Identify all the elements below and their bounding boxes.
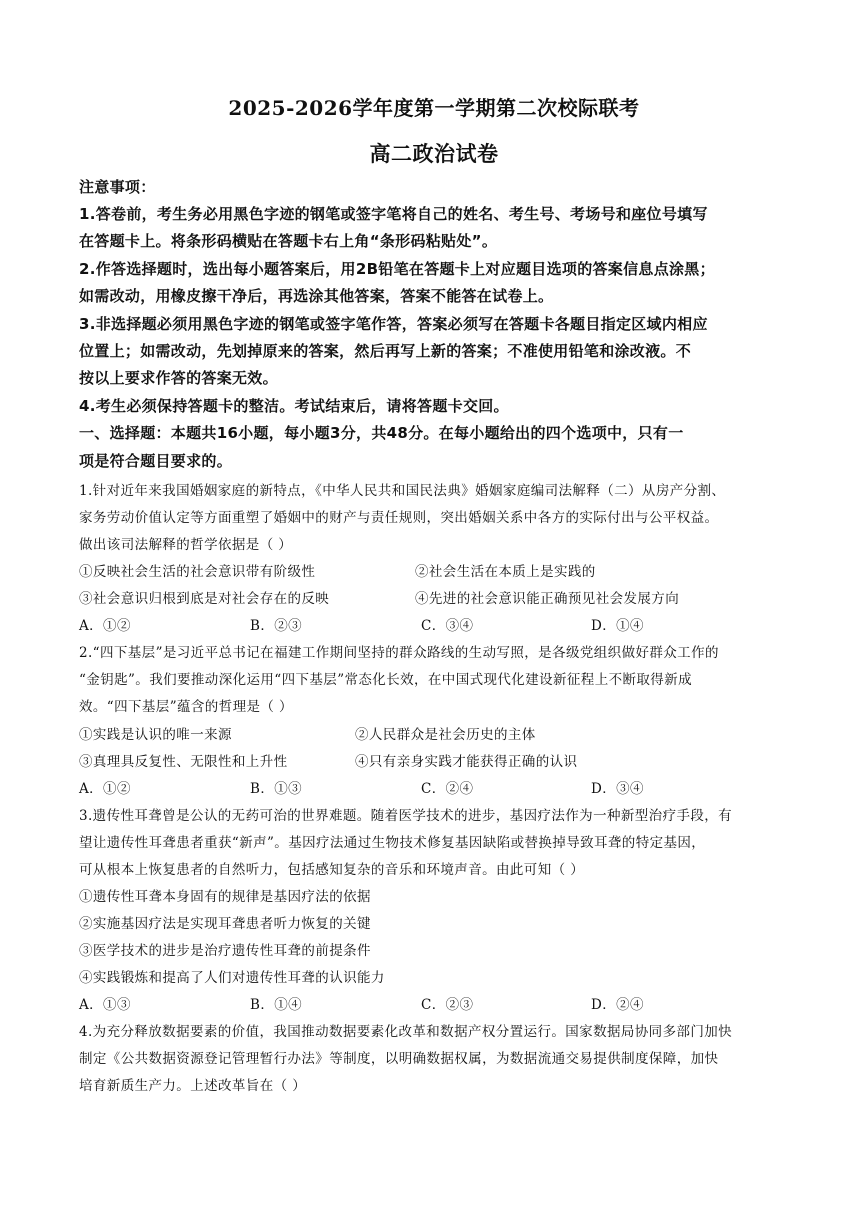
question-4-stem: 培育新质生产力。上述改革旨在（ ） <box>79 1078 307 1094</box>
question-3-choice-b: B．①④ <box>250 997 303 1013</box>
question-1-statement: ④先进的社会意识能正确预见社会发展方向 <box>415 591 680 607</box>
question-1-stem: 1.针对近年来我国婚姻家庭的新特点，《中华人民共和国民法典》婚姻家庭编司法解释（二）从房产分割、 <box>79 483 726 499</box>
question-4-stem: 制定《公共数据资源登记管理暂行办法》等制度，以明确数据权属，为数据流通交易提供制度保障，加快 <box>79 1051 719 1067</box>
notice-line: 2.作答选择题时，选出每小题答案后，用2B铅笔在答题卡上对应题目选项的答案信息点涂黑； <box>79 260 715 278</box>
exam-subtitle: 高二政治试卷 <box>369 141 499 166</box>
question-3-statement: ④实践锻炼和提高了人们对遗传性耳聋的认识能力 <box>79 970 385 986</box>
question-1-statement: ②社会生活在本质上是实践的 <box>415 564 596 580</box>
exam-title: 2025-2026学年度第一学期第二次校际联考 <box>228 96 640 120</box>
question-3-choice-c: C．②③ <box>421 997 474 1013</box>
notice-line: 如需改动，用橡皮擦干净后，再选涂其他答案，答案不能答在试卷上。 <box>79 287 554 305</box>
question-3-statement: ③医学技术的进步是治疗遗传性耳聋的前提条件 <box>79 943 371 959</box>
section-heading: 一、选择题：本题共16小题，每小题3分，共48分。在每小题给出的四个选项中，只有一 <box>79 424 684 442</box>
question-3-stem: 3.遗传性耳聋曾是公认的无药可治的世界难题。随着医学技术的进步，基因疗法作为一种新型治疗手段，有 <box>79 808 733 824</box>
notice-line: 在答题卡上。将条形码横贴在答题卡右上角“条形码粘贴处”。 <box>79 232 498 250</box>
question-3-choice-d: D．②④ <box>591 997 644 1013</box>
notice-line: 1.答卷前，考生务必用黑色字迹的钢笔或签字笔将自己的姓名、考生号、考场号和座位号填写 <box>79 205 708 223</box>
question-1-statement: ③社会意识归根到底是对社会存在的反映 <box>79 591 330 607</box>
question-2-statement: ②人民群众是社会历史的主体 <box>355 727 536 743</box>
question-2-choice-d: D．③④ <box>591 781 644 797</box>
question-2-statement: ①实践是认识的唯一来源 <box>79 727 232 743</box>
question-1-statement: ①反映社会生活的社会意识带有阶级性 <box>79 564 316 580</box>
notice-line: 4.考生必须保持答题卡的整洁。考试结束后，请将答题卡交回。 <box>79 397 509 415</box>
question-3-stem: 望让遗传性耳聋患者重获“新声”。基因疗法通过生物技术修复基因缺陷或替换掉导致耳聋的特定基因， <box>79 835 706 851</box>
question-1-stem: 家务劳动价值认定等方面重塑了婚姻中的财产与责任规则，突出婚姻关系中各方的实际付出与公平权益。 <box>79 510 719 526</box>
question-4-stem: 4.为充分释放数据要素的价值，我国推动数据要素化改革和数据产权分置运行。国家数据局协同多部门加快 <box>79 1024 733 1040</box>
question-1-choice-c: C．③④ <box>421 618 474 634</box>
question-1-stem: 做出该司法解释的哲学依据是（ ） <box>79 537 293 553</box>
question-2-statement: ③真理具反复性、无限性和上升性 <box>79 754 288 770</box>
question-2-stem: “金钥匙”。我们要推动深化运用“四下基层”常态化长效，在中国式现代化建设新征程上不断取得新成 <box>79 672 693 688</box>
question-2-statement: ④只有亲身实践才能获得正确的认识 <box>355 754 578 770</box>
question-3-stem: 可从根本上恢复患者的自然听力，包括感知复杂的音乐和环境声音。由此可知（ ） <box>79 862 585 878</box>
question-1-choice-b: B．②③ <box>250 618 303 634</box>
notice-line: 位置上；如需改动，先划掉原来的答案，然后再写上新的答案；不准使用铅笔和涂改液。不 <box>79 342 692 360</box>
question-1-choice-d: D．①④ <box>591 618 644 634</box>
question-2-stem: 2.“四下基层”是习近平总书记在福建工作期间坚持的群众路线的生动写照，是各级党组织做好群众工作的 <box>79 645 719 661</box>
question-3-statement: ①遗传性耳聋本身固有的规律是基因疗法的依据 <box>79 889 371 905</box>
notice-line: 按以上要求作答的答案无效。 <box>79 369 278 387</box>
question-2-choice-c: C．②④ <box>421 781 474 797</box>
question-2-choice-b: B．①③ <box>250 781 303 797</box>
question-3-choice-a: A．①③ <box>79 997 131 1013</box>
question-3-statement: ②实施基因疗法是实现耳聋患者听力恢复的关键 <box>79 916 371 932</box>
section-heading: 项是符合题目要求的。 <box>79 452 233 470</box>
question-1-choice-a: A．①② <box>79 618 131 634</box>
notice-heading: 注意事项： <box>79 178 156 196</box>
notice-line: 3.非选择题必须用黑色字迹的钢笔或签字笔作答，答案必须写在答题卡各题目指定区域内相应 <box>79 315 708 333</box>
question-2-stem: 效。“四下基层”蕴含的哲理是（ ） <box>79 699 293 715</box>
question-2-choice-a: A．①② <box>79 781 131 797</box>
